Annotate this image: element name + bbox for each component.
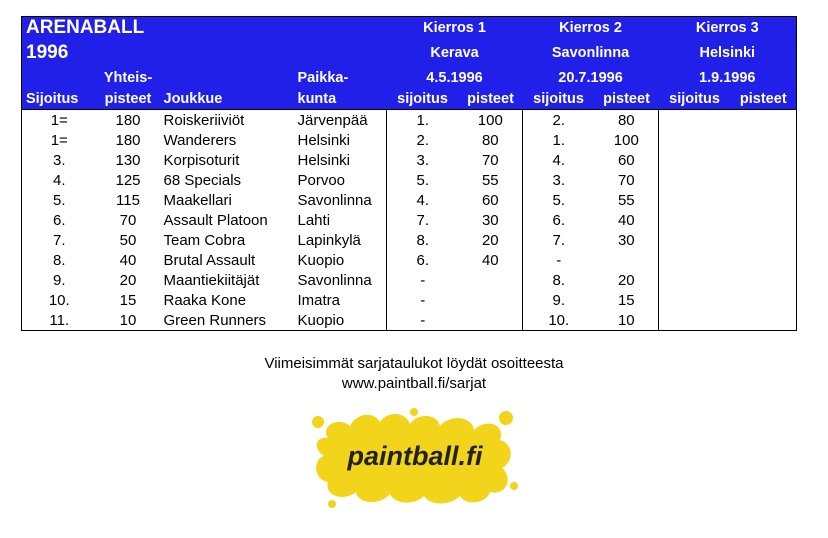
round-1-points: 100 (459, 110, 523, 131)
round-3-points (731, 250, 797, 270)
round-1-rank: 1. (416, 111, 430, 129)
round-1-rank: 7. (416, 211, 430, 229)
home-town: Kuopio (294, 250, 387, 270)
home-town: Savonlinna (294, 270, 387, 290)
round-3-rank (659, 310, 731, 331)
col-team: Joukkue (160, 88, 294, 110)
round-3-points (731, 270, 797, 290)
round-3-points (731, 290, 797, 310)
round-3-name: Kierros 3 (659, 17, 797, 40)
table-row (22, 170, 797, 190)
footer-url: www.paintball.fi/sarjat (341, 375, 487, 392)
standings-table (21, 16, 797, 331)
table-row (22, 110, 797, 131)
round-3-date: 1.9.1996 (659, 67, 797, 88)
col-place-top: Paikka- (294, 67, 387, 88)
round-1-points (459, 310, 523, 331)
round-3-points (731, 210, 797, 230)
round-1-rank: - (420, 271, 426, 289)
col-total: pisteet (97, 88, 160, 110)
table-row (22, 270, 797, 290)
total-points: 50 (119, 231, 137, 249)
total-points: 130 (115, 151, 141, 169)
team-name: Maantiekiitäjät (163, 271, 260, 289)
round-2-city: Savonlinna (523, 39, 659, 67)
round-2-points: 55 (595, 190, 659, 210)
home-town: Imatra (294, 290, 387, 310)
round-1-points: 70 (459, 150, 523, 170)
home-town: Savonlinna (294, 190, 387, 210)
round-2-points: 60 (595, 150, 659, 170)
round-1-rank: - (420, 291, 426, 309)
header-row-2 (22, 39, 797, 67)
round-3-points (731, 310, 797, 331)
round-3-points-label: pisteet (731, 88, 797, 110)
round-3-rank (659, 110, 731, 131)
team-name: Roiskeriiviöt (163, 111, 245, 129)
round-3-rank (659, 250, 731, 270)
team-name: Assault Platoon (163, 211, 268, 229)
round-3-rank (659, 270, 731, 290)
round-2-points: 70 (595, 170, 659, 190)
round-1-points: 30 (459, 210, 523, 230)
total-points: 180 (115, 131, 141, 149)
total-points: 70 (119, 211, 137, 229)
round-2-name: Kierros 2 (523, 17, 659, 40)
round-2-rank: 7. (552, 231, 566, 249)
home-town: Lapinkylä (294, 230, 387, 250)
round-3-rank-label: sijoitus (659, 88, 731, 110)
round-2-rank: 3. (552, 171, 566, 189)
round-1-rank: 2. (416, 131, 430, 149)
team-name: Team Cobra (163, 231, 246, 249)
rank: 5. (22, 190, 97, 210)
round-3-points (731, 170, 797, 190)
round-2-rank: 1. (552, 131, 566, 149)
round-1-points: 40 (459, 250, 523, 270)
rank: 8. (22, 250, 97, 270)
rank: 3. (22, 150, 97, 170)
table-row (22, 130, 797, 150)
round-1-points (459, 270, 523, 290)
rank: 10. (22, 290, 97, 310)
rank: 11. (22, 310, 97, 331)
home-town: Porvoo (294, 170, 387, 190)
home-town: Järvenpää (294, 110, 387, 131)
team-name: Green Runners (160, 310, 294, 331)
round-3-points (731, 110, 797, 131)
round-2-points: 100 (595, 130, 659, 150)
title: ARENABALL (22, 17, 387, 40)
round-3-rank (659, 230, 731, 250)
round-3-city: Helsinki (659, 39, 797, 67)
total-points: 180 (115, 111, 141, 129)
round-1-points: 55 (459, 170, 523, 190)
round-3-points (731, 130, 797, 150)
round-1-points: 60 (459, 190, 523, 210)
home-town: Lahti (294, 210, 387, 230)
round-2-points: 10 (595, 310, 659, 331)
round-3-points (731, 150, 797, 170)
header-row-1 (22, 17, 797, 40)
round-2-points: 40 (595, 210, 659, 230)
round-1-rank: - (387, 310, 459, 331)
round-1-rank: 8. (416, 231, 430, 249)
rank: 9. (22, 270, 97, 290)
round-3-points (731, 230, 797, 250)
round-1-rank: 3. (416, 151, 430, 169)
header-row-4 (22, 88, 797, 110)
footer-line-1: Viimeisimmät sarjataulukot löydät osoitteesta (264, 355, 564, 372)
round-3-rank (659, 130, 731, 150)
round-1-points: 80 (459, 130, 523, 150)
col-place: kunta (294, 88, 387, 110)
team-name: Korpisoturit (163, 151, 240, 169)
table-row (22, 290, 797, 310)
team-name: Wanderers (163, 131, 237, 149)
round-3-rank (659, 290, 731, 310)
round-2-rank: 8. (552, 271, 566, 289)
round-2-rank: 2. (552, 111, 566, 129)
round-2-points: 30 (595, 230, 659, 250)
total-points: 20 (119, 271, 137, 289)
round-1-date: 4.5.1996 (387, 67, 523, 88)
col-rank: Sijoitus (22, 88, 97, 110)
round-2-rank: 4. (552, 151, 566, 169)
round-2-rank: 10. (523, 310, 595, 331)
total-points: 125 (115, 171, 141, 189)
round-3-rank (659, 150, 731, 170)
round-1-name: Kierros 1 (387, 17, 523, 40)
header-row-3 (22, 67, 797, 88)
table-row (22, 150, 797, 170)
round-2-rank-label: sijoitus (523, 88, 595, 110)
standings-table-container (21, 16, 796, 331)
round-2-date: 20.7.1996 (523, 67, 659, 88)
table-row (22, 230, 797, 250)
round-2-points: 20 (595, 270, 659, 290)
round-2-rank: 9. (552, 291, 566, 309)
home-town: Helsinki (294, 130, 387, 150)
team-name: Brutal Assault (163, 251, 256, 269)
round-3-rank (659, 170, 731, 190)
logo-text: paintball.fi (347, 441, 483, 471)
home-town: Kuopio (294, 310, 387, 331)
round-3-points (731, 190, 797, 210)
year: 1996 (22, 39, 387, 67)
team-name: Raaka Kone (163, 291, 247, 309)
round-3-rank (659, 210, 731, 230)
rank: 1= (22, 110, 97, 131)
round-1-rank-label: sijoitus (387, 88, 459, 110)
table-row (22, 210, 797, 230)
table-row (22, 190, 797, 210)
round-1-city: Kerava (387, 39, 523, 67)
total-points: 10 (97, 310, 160, 331)
col-total-top: Yhteis- (97, 67, 160, 88)
paintball-logo (310, 408, 520, 508)
total-points: 15 (119, 291, 137, 309)
rank: 4. (22, 170, 97, 190)
rank: 1= (22, 130, 97, 150)
round-1-points (459, 290, 523, 310)
round-2-points-label: pisteet (595, 88, 659, 110)
total-points: 115 (116, 191, 140, 209)
team-name: 68 Specials (163, 171, 242, 189)
round-1-points-label: pisteet (459, 88, 523, 110)
round-1-points: 20 (459, 230, 523, 250)
round-1-rank: 4. (416, 191, 430, 209)
round-2-points: 80 (595, 110, 659, 131)
table-row (22, 250, 797, 270)
table-row (22, 310, 797, 331)
rank: 6. (22, 210, 97, 230)
team-name: Maakellari (163, 191, 232, 209)
round-1-rank: 5. (416, 171, 430, 189)
total-points: 40 (119, 251, 137, 269)
round-3-rank (659, 190, 731, 210)
rank: 7. (22, 230, 97, 250)
round-2-rank: - (556, 251, 562, 269)
round-2-rank: 6. (552, 211, 566, 229)
round-2-rank: 5. (552, 191, 566, 209)
standings-rows (22, 110, 797, 331)
home-town: Helsinki (294, 150, 387, 170)
round-2-points (595, 250, 659, 270)
round-2-points: 15 (595, 290, 659, 310)
round-1-rank: 6. (416, 251, 430, 269)
